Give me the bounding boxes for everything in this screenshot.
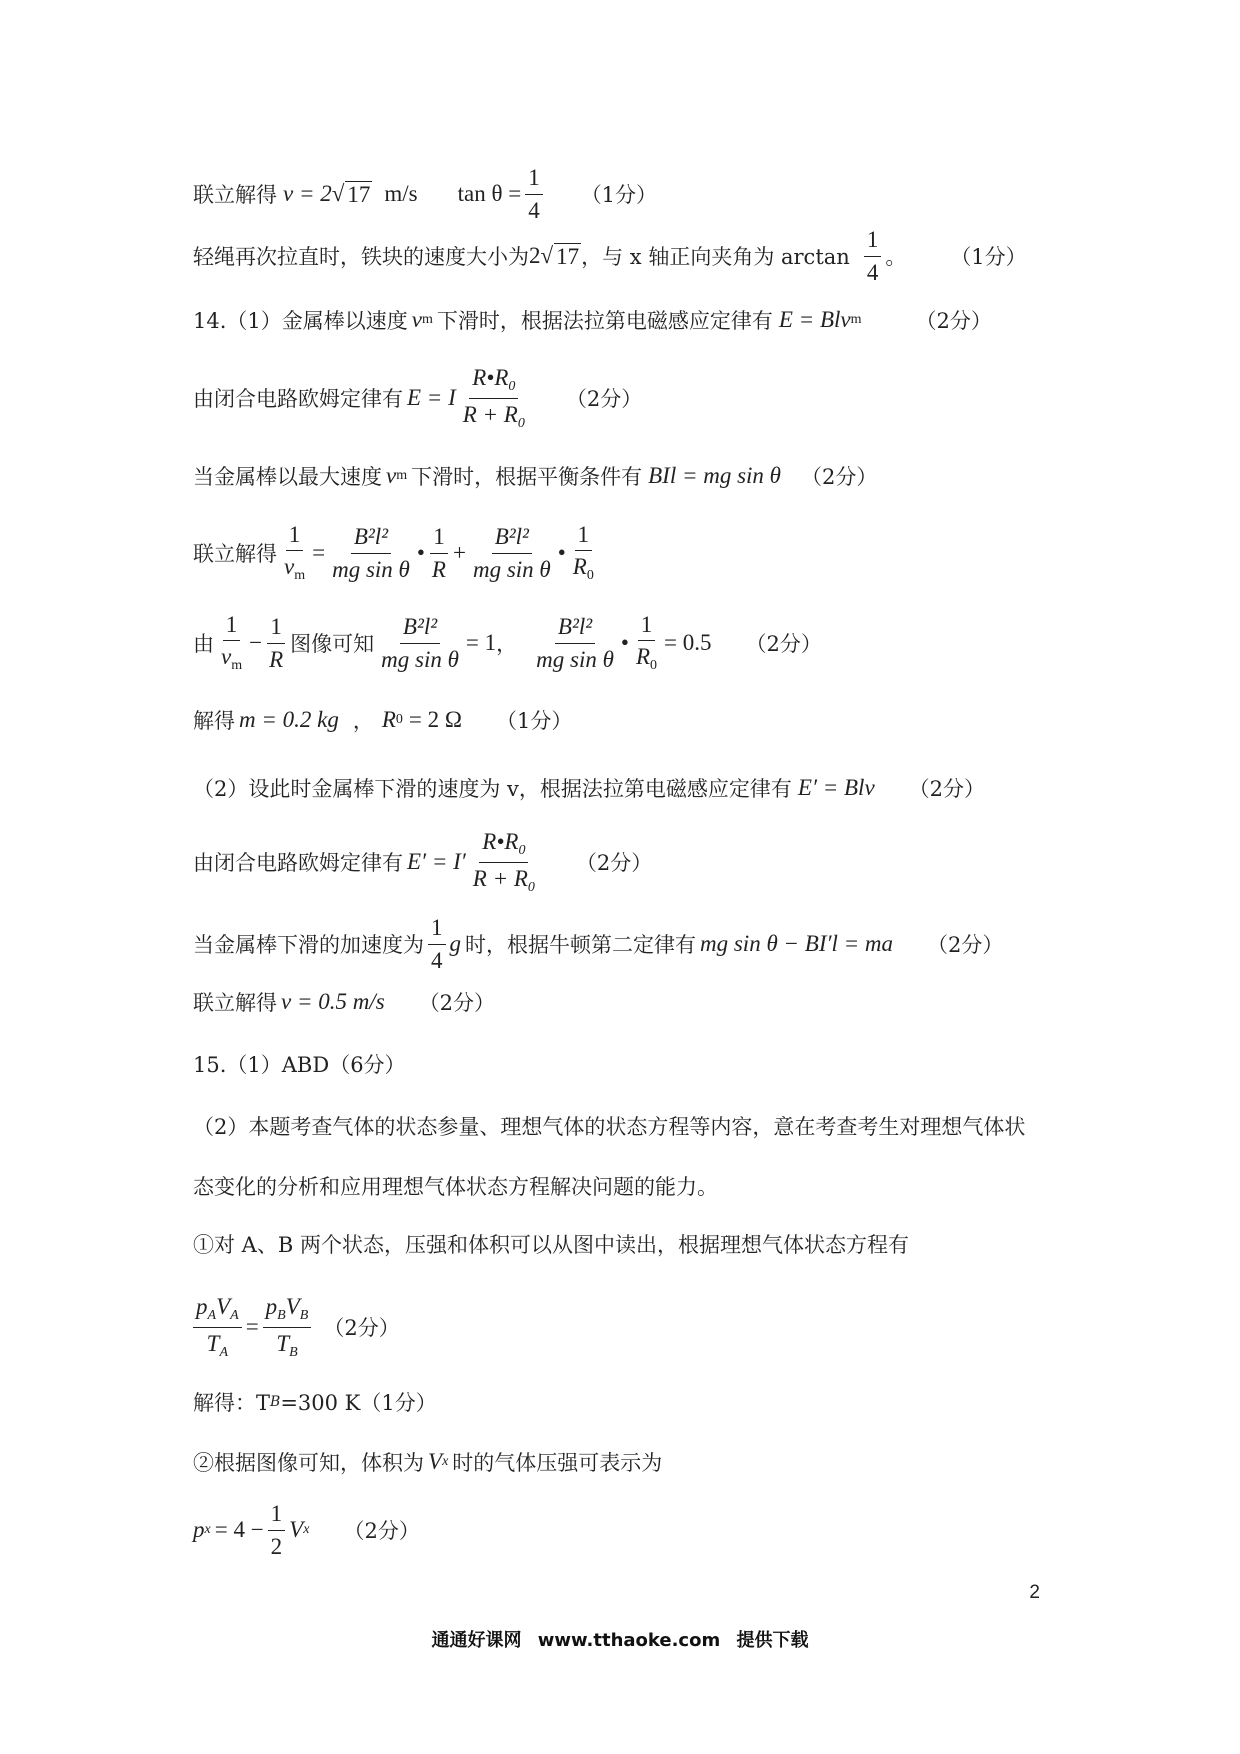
subscript: x <box>303 1522 310 1537</box>
text: ，与 x 轴正向夹角为 arctan <box>581 245 850 269</box>
score: （2分） <box>927 933 1004 957</box>
subscript: A <box>230 1308 239 1324</box>
subscript: 0 <box>517 415 525 431</box>
score: （1分） <box>495 709 573 733</box>
fraction <box>329 524 413 582</box>
subscript: 0 <box>508 379 516 395</box>
fraction <box>378 614 462 672</box>
line-15 <box>193 1168 718 1204</box>
equation: v = 2 <box>283 181 332 206</box>
separator: ， <box>352 709 374 733</box>
den-text: R + R <box>462 401 518 427</box>
text: （2）设此时金属棒下滑的速度为 v，根据法拉第电磁感应定律有 <box>193 777 792 801</box>
score: （2分） <box>915 309 992 333</box>
fraction <box>266 614 286 672</box>
fraction <box>460 365 528 431</box>
var: V <box>428 1449 443 1474</box>
num: 1 <box>428 915 446 944</box>
score: （2分） <box>800 465 878 489</box>
text: （2）本题考查气体的状态参量、理想气体的状态方程等内容，意在考查考生对理想气体状 <box>193 1115 1026 1139</box>
equals-sign: = <box>312 540 326 565</box>
score: （2分） <box>575 851 653 875</box>
subscript: 0 <box>527 879 535 895</box>
radicand: 17 <box>347 181 371 207</box>
unit: m/s <box>384 181 418 206</box>
var: v <box>386 463 397 488</box>
text: 当金属棒下滑的加速度为 <box>193 933 424 957</box>
text: 轻绳再次拉直时，铁块的速度大小为 <box>193 245 529 269</box>
num: 1 <box>575 522 593 551</box>
den: mg sin θ <box>472 556 551 582</box>
equation: E′ = I′ <box>407 849 466 874</box>
fraction <box>428 915 446 973</box>
text: 解得：T <box>193 1391 271 1415</box>
subscript: m <box>294 568 306 584</box>
den: R <box>269 646 284 672</box>
equation: mg sin θ − BI′l = ma <box>700 931 894 956</box>
line-1 <box>193 164 657 224</box>
num-text: R•R <box>472 365 509 391</box>
fraction <box>263 1294 312 1360</box>
den: 2 <box>270 1533 283 1559</box>
text: 。 <box>885 245 907 269</box>
text: 解得 <box>193 709 235 733</box>
den-text: R <box>572 554 587 580</box>
num: 1 <box>268 1501 286 1530</box>
line-17 <box>193 1290 400 1364</box>
equation: E = I <box>407 385 456 410</box>
num: 1 <box>864 227 882 256</box>
subscript: A <box>219 1344 229 1360</box>
text: 图像可知 <box>290 632 375 656</box>
subscript: A <box>207 1308 217 1324</box>
subscript: m <box>421 312 433 327</box>
num-text: V <box>216 1294 231 1320</box>
den: mg sin θ <box>332 556 410 582</box>
line-14 <box>193 1108 1025 1144</box>
text: 由闭合电路欧姆定律有 <box>193 387 403 411</box>
separator: ， <box>496 632 518 656</box>
text: ②根据图像可知，体积为 <box>193 1451 424 1475</box>
footer <box>0 1626 1240 1652</box>
subscript: B <box>299 1308 309 1324</box>
footer-site-name: 通通好课网 <box>431 1630 522 1651</box>
subscript: x <box>204 1522 211 1537</box>
line-8 <box>193 702 572 738</box>
score: （2分） <box>908 777 986 801</box>
num: 1 <box>430 524 448 553</box>
equation: = 0.5 <box>664 630 712 655</box>
text: 时的气体压强可表示为 <box>452 1451 663 1475</box>
equals-sign: = <box>245 1314 259 1339</box>
score: （2分） <box>343 1519 420 1543</box>
text: 14.（1）金属棒以速度 <box>193 309 408 333</box>
footer-note: 提供下载 <box>736 1630 809 1651</box>
dot-sign: • <box>620 630 629 655</box>
den <box>460 399 528 431</box>
den <box>570 551 597 583</box>
num-text: p <box>196 1294 208 1320</box>
den-text: v <box>221 644 232 670</box>
text: 联立解得 <box>193 183 277 207</box>
den: 4 <box>431 947 443 973</box>
subscript: B <box>270 1394 281 1410</box>
num: 1 <box>525 165 543 194</box>
text: 当金属棒以最大速度 <box>193 465 382 489</box>
score: （1分） <box>950 245 1027 269</box>
den <box>633 641 660 673</box>
num-text: R•R <box>482 829 519 855</box>
subscript: x <box>442 1454 449 1469</box>
text: 时，根据牛顿第二定律有 <box>465 933 696 957</box>
score: （1分） <box>580 183 658 207</box>
line-11 <box>193 910 1003 978</box>
text: 由闭合电路欧姆定律有 <box>193 851 403 875</box>
line-12 <box>193 984 495 1020</box>
text: =300 K（1分） <box>280 1391 437 1415</box>
equation: E = Blv <box>778 307 851 332</box>
text: ①对 A、B 两个状态，压强和体积可以从图中读出，根据理想气体状态方程有 <box>193 1233 909 1257</box>
radicand: 17 <box>556 243 580 269</box>
num-text: V <box>285 1294 300 1320</box>
den: R <box>431 556 446 582</box>
page-number: 2 <box>1029 1582 1040 1603</box>
subscript: B <box>289 1344 298 1360</box>
line-13 <box>193 1046 406 1082</box>
var: p <box>193 1517 205 1542</box>
line-16 <box>193 1226 909 1262</box>
equation: E′ = Blv <box>797 775 875 800</box>
sqrt-sign: √ <box>540 243 554 268</box>
fraction <box>218 612 245 674</box>
var: g <box>449 931 461 956</box>
value: 2 <box>529 243 541 268</box>
fraction <box>533 614 617 672</box>
den: mg sin θ <box>381 646 459 672</box>
fraction <box>470 524 554 582</box>
line-4 <box>193 362 642 434</box>
line-9 <box>193 770 985 806</box>
den-text: R + R <box>472 865 528 891</box>
dot-sign: • <box>557 540 566 565</box>
var: v <box>411 307 422 332</box>
num: B²l² <box>400 614 440 643</box>
fraction <box>193 1294 242 1360</box>
plus-sign: + <box>452 540 466 565</box>
subscript: 0 <box>395 712 403 727</box>
footer-url[interactable]: www.tthaoke.com <box>537 1630 721 1651</box>
line-10 <box>193 826 652 898</box>
line-6 <box>193 514 601 592</box>
var: V <box>289 1517 304 1542</box>
dot-sign: • <box>416 540 425 565</box>
text: 态变化的分析和应用理想气体状态方程解决问题的能力。 <box>193 1175 718 1199</box>
num <box>193 1294 242 1327</box>
num: B²l² <box>492 524 532 553</box>
fraction <box>864 227 882 285</box>
equation: = 2 Ω <box>408 707 462 732</box>
equation: BIl = mg sin θ <box>648 463 781 488</box>
equation: tan θ = <box>457 181 522 206</box>
fraction <box>525 165 543 223</box>
num: 1 <box>267 614 285 643</box>
fraction <box>281 522 308 584</box>
line-18 <box>193 1384 437 1420</box>
subscript: 0 <box>518 843 526 859</box>
num <box>469 365 518 398</box>
den <box>470 863 538 895</box>
minus-sign: − <box>249 630 263 655</box>
equation: = 4 − <box>214 1517 264 1542</box>
den: 4 <box>528 197 540 223</box>
den-text: v <box>284 554 295 580</box>
line-2 <box>193 226 1027 286</box>
subscript: m <box>850 312 862 327</box>
line-3 <box>193 302 992 338</box>
line-20 <box>193 1496 420 1564</box>
subscript: m <box>396 468 408 483</box>
num: 1 <box>286 522 304 551</box>
den: mg sin θ <box>536 646 614 672</box>
den-text: T <box>276 1330 290 1356</box>
fraction <box>633 612 660 674</box>
score: （2分） <box>323 1316 400 1340</box>
subscript: 0 <box>586 568 594 584</box>
fraction <box>470 829 538 895</box>
den-text: R <box>635 644 651 670</box>
num: 1 <box>223 612 241 641</box>
line-7 <box>193 604 822 682</box>
var: R <box>381 707 396 732</box>
text: 15.（1）ABD（6分） <box>193 1053 406 1077</box>
text: 联立解得 <box>193 542 277 566</box>
sqrt-sign: √ <box>331 181 345 206</box>
text: 下滑时，根据法拉第电磁感应定律有 <box>436 309 773 333</box>
fraction <box>429 524 449 582</box>
num: 1 <box>638 612 656 641</box>
equation: v = 0.5 m/s <box>281 989 385 1014</box>
fraction <box>268 1501 286 1559</box>
score: （2分） <box>418 991 496 1015</box>
subscript: m <box>231 658 243 674</box>
fraction <box>570 522 597 584</box>
score: （2分） <box>745 632 822 656</box>
num: B²l² <box>555 614 595 643</box>
text: 下滑时，根据平衡条件有 <box>411 465 643 489</box>
line-5 <box>193 458 877 494</box>
num-text: p <box>265 1294 278 1320</box>
equation: = 1 <box>465 630 497 655</box>
text: 由 <box>193 632 214 656</box>
den <box>281 551 308 583</box>
score: （2分） <box>565 387 643 411</box>
line-19 <box>193 1444 662 1480</box>
den <box>273 1328 300 1360</box>
num: B²l² <box>351 524 391 553</box>
subscript: B <box>277 1308 286 1324</box>
den <box>218 641 245 673</box>
den-text: T <box>206 1330 220 1356</box>
num <box>479 829 528 862</box>
equation: m = 0.2 kg <box>239 707 339 732</box>
den <box>204 1328 231 1360</box>
subscript: 0 <box>650 658 658 674</box>
num <box>263 1294 312 1327</box>
den: 4 <box>866 259 879 285</box>
text: 联立解得 <box>193 991 277 1015</box>
